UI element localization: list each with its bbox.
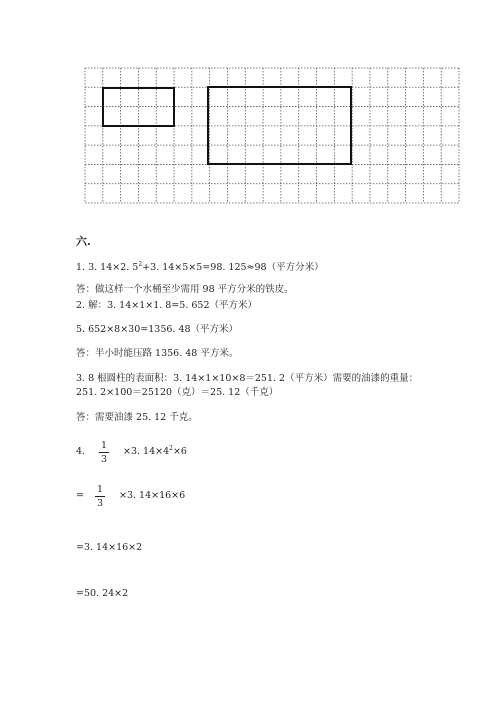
q4-equals: = xyxy=(76,490,84,501)
q1-calculation: 1. 3. 14×2. $5^2+3$. 14×5×5=98. 125≈98（平方分米） xyxy=(76,260,324,273)
fraction-denominator: 3 xyxy=(100,454,108,465)
q4-fraction-1 xyxy=(98,440,110,465)
q4-step-4: =50. 24×2 xyxy=(76,588,129,599)
grid-figure xyxy=(0,0,500,230)
fraction-bar xyxy=(99,452,109,453)
q4-step-1: ×3. $14\times 4^2\times 6$ xyxy=(123,444,187,457)
q4-label: 4. xyxy=(76,446,86,457)
fraction-denominator: 3 xyxy=(96,498,104,509)
q2-answer: 答：半小时能压路 1356. 48 平方米。 xyxy=(76,348,239,359)
fraction-bar xyxy=(95,496,105,497)
fraction-numerator: 1 xyxy=(100,440,108,451)
q2-calculation-2: 5. 652×8×30=1356. 48（平方米） xyxy=(76,324,239,335)
fraction-numerator: 1 xyxy=(96,484,104,495)
q2-calculation-1: 2. 解：3. 14×1×1. 8=5. 652（平方米） xyxy=(76,300,258,311)
section-heading: 六. xyxy=(76,235,91,248)
q3-calculation-2: 251. 2×100＝25120（克）＝25. 12（千克） xyxy=(76,387,279,398)
q3-answer: 答：需要油漆 25. 12 千克。 xyxy=(76,412,198,423)
q4-step-2: ×3. 14×16×6 xyxy=(119,490,186,501)
q1-answer: 答：做这样一个水桶至少需用 98 平方分米的铁皮。 xyxy=(76,284,294,295)
q4-step-3: =3. 14×16×2 xyxy=(76,542,143,553)
q4-fraction-2 xyxy=(94,484,106,509)
q3-calculation-1: 3. 8 根圆柱的表面积：3. 14×1×10×8＝251. 2（平方米）需要的油漆的重量： xyxy=(76,373,419,384)
